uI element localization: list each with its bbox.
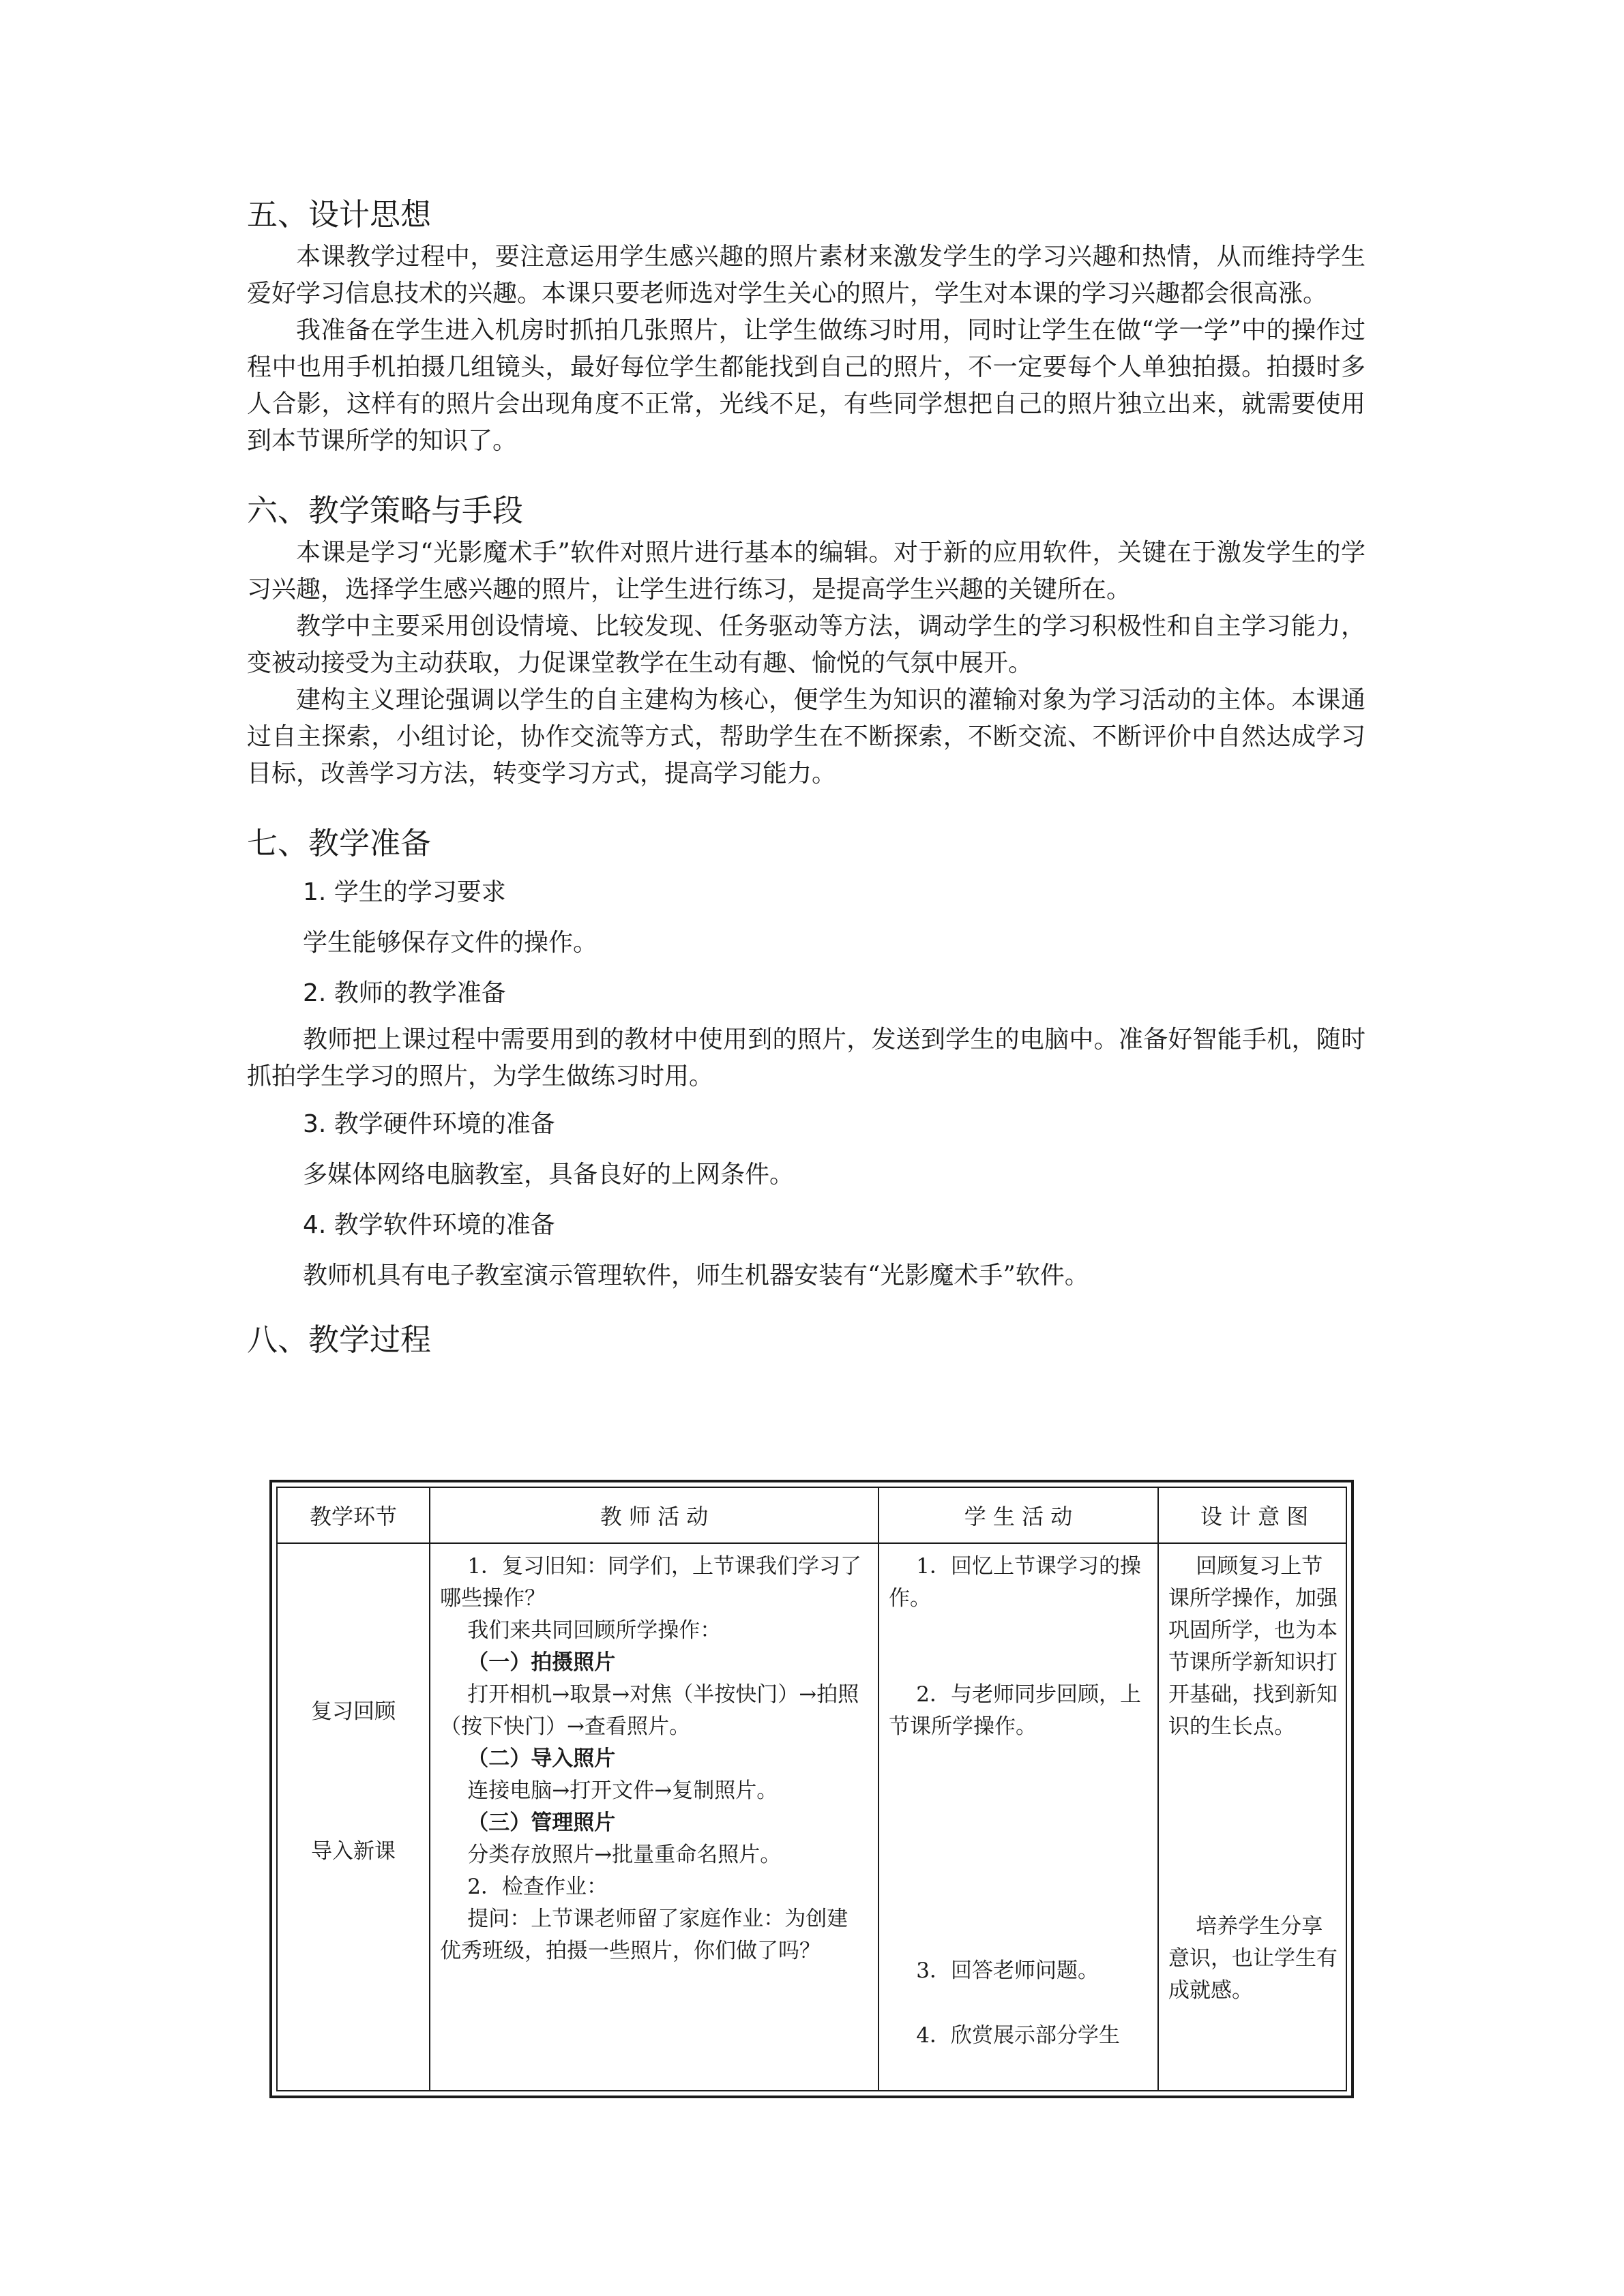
subsection-title: 3. 教学硬件环境的准备 — [303, 1110, 555, 1138]
subsection-text: 教师机具有电子教室演示管理软件，师生机器安装有“光影魔术手”软件。 — [303, 1262, 1089, 1289]
section-heading-6: 六、教学策略与手段 — [247, 492, 524, 528]
paragraph: 本课教学过程中，要注意运用学生感兴趣的照片素材来激发学生的学习兴趣和热情，从而维持学生爱好学习信息技术的兴趣。本课只要老师选对学生关心的照片，学生对本课的学习兴趣都会很高涨。 — [247, 243, 1365, 308]
subsection-title: 1. 学生的学习要求 — [303, 878, 506, 906]
student-activity-2: 2．与老师同步回顾，上节课所学操作。 — [889, 1682, 1142, 1739]
table-header-teacher: 教 师 活 动 — [600, 1504, 709, 1530]
stage-intro: 导入新课 — [311, 1839, 396, 1864]
student-activity-4: 4．欣赏展示部分学生 — [916, 2023, 1121, 2048]
paragraph: 我准备在学生进入机房时抓拍几张照片，让学生做练习时用，同时让学生在做“学一学”中的操作过程中也用手机拍摄几组镜头，最好每位学生都能找到自己的照片，不一定要每个人单独拍摄。拍摄时多人合影，这样有的照片会出现角度不正常，光线不足，有些同学想把自己的照片独立出来，就需要使用到本节课所学的知识了。 — [247, 316, 1365, 455]
student-activity-1: 1．回忆上节课学习的操作。 — [889, 1554, 1142, 1611]
subsection-text: 学生能够保存文件的操作。 — [303, 929, 598, 957]
table-header-student: 学 生 活 动 — [964, 1504, 1073, 1530]
teaching-process-table — [269, 1480, 1354, 2098]
paragraph: 教学中主要采用创设情境、比较发现、任务驱动等方法，调动学生的学习积极性和自主学习能力，变被动接受为主动获取，力促课堂教学在生动有趣、愉悦的气氛中展开。 — [247, 612, 1365, 677]
design-intent-1: 回顾复习上节课所学操作，加强巩固所学，也为本节课所学新知识打开基础，找到新知识的生长点。 — [1168, 1554, 1338, 1739]
stage-review: 复习回顾 — [311, 1699, 396, 1724]
section-heading-7: 七、教学准备 — [247, 825, 432, 861]
section-heading-8: 八、教学过程 — [247, 1322, 432, 1358]
subsection-text: 教师把上课过程中需要用到的教材中使用到的照片，发送到学生的电脑中。准备好智能手机，随时抓拍学生学习的照片，为学生做练习时用。 — [247, 1026, 1365, 1090]
table-header-stage: 教学环节 — [309, 1504, 397, 1530]
design-intent-2: 培养学生分享意识，也让学生有成就感。 — [1168, 1914, 1338, 2003]
student-activity-3: 3．回答老师问题。 — [916, 1958, 1099, 1983]
paragraph: 本课是学习“光影魔术手”软件对照片进行基本的编辑。对于新的应用软件，关键在于激发学生的学习兴趣，选择学生感兴趣的照片，让学生进行练习，是提高学生兴趣的关键所在。 — [247, 539, 1365, 603]
section-heading-5: 五、设计思想 — [247, 196, 432, 233]
subsection-text: 多媒体网络电脑教室，具备良好的上网条件。 — [303, 1161, 795, 1189]
document-body — [247, 191, 1365, 1364]
subsection-title: 2. 教师的教学准备 — [303, 979, 506, 1007]
paragraph: 建构主义理论强调以学生的自主建构为核心，便学生为知识的灌输对象为学习活动的主体。本课通过自主探索，小组讨论，协作交流等方式，帮助学生在不断探索，不断交流、不断评价中自然达成学习目标，改善学习方法，转变学习方式，提高学习能力。 — [247, 686, 1365, 788]
table-header-intent: 设 计 意 图 — [1200, 1504, 1309, 1530]
subsection-title: 4. 教学软件环境的准备 — [303, 1211, 555, 1239]
teacher-activity-cell: 1．复习旧知：同学们，上节课我们学习了哪些操作？ 我们来共同回顾所学操作： （一）拍摄照片 打开相机→取景→对焦（半按快门）→拍照（按下快门）→查看照片。 （二）导入照片 连接电脑→打开文件→复制照片。 （三）管理照片 分类存放照片→批量重命名照片。 2．检查作业： 提问：上节课老师留了家庭作业：为创建优秀班级，拍摄一些照片，你们做了吗？ — [440, 1554, 862, 1963]
